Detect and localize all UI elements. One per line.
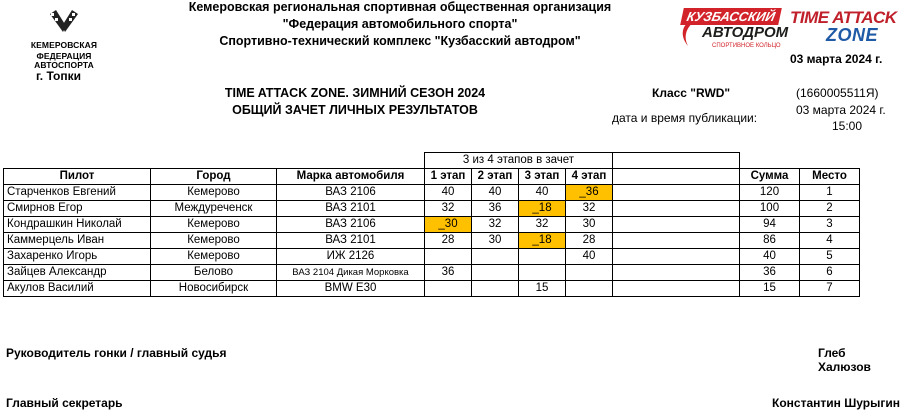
cell-sum: 100 [740,201,800,217]
cell-place: 2 [800,201,860,217]
cell-pilot: Старченков Евгений [4,185,151,201]
judge-label: Руководитель гонки / главный судья [6,346,227,360]
cell-city: Новосибирск [151,281,277,297]
federation-logo [8,8,120,70]
cell-pilot: Кондрашкин Николай [4,217,151,233]
cell-city: Белово [151,265,277,281]
cell-stage-2: 36 [472,201,519,217]
table-group-header-row [4,153,860,169]
judge-name: Глеб Халюзов [818,346,871,374]
cell-place: 6 [800,265,860,281]
ta-logo-word-1: TIME ATTACK [790,8,897,27]
cell-city: Кемерово [151,249,277,265]
cell-car: BMW E30 [277,281,425,297]
cell-blank [613,201,740,217]
cell-sum: 86 [740,233,800,249]
cell-stage-3: 40 [519,185,566,201]
table-row [4,281,860,297]
cell-stage-3: 15 [519,281,566,297]
cell-stage-1 [425,249,472,265]
cell-stage-2: 32 [472,217,519,233]
cell-stage-1: 28 [425,233,472,249]
cell-stage-1: 32 [425,201,472,217]
secretary-label: Главный секретарь [6,396,123,410]
cell-stage-2 [472,249,519,265]
cell-stage-1: 36 [425,265,472,281]
table-column-header-row [4,169,860,185]
kuzbass-autodrome-logo [676,6,789,54]
publication-label: дата и время публикации: [612,111,758,125]
kuzbass-logo-word-2: АВТОДРОМ [702,24,789,41]
cell-stage-1 [425,281,472,297]
col-header-stage-3: 3 этап [519,169,566,185]
table-row [4,185,860,201]
cell-city: Кемерово [151,217,277,233]
cell-sum: 40 [740,249,800,265]
cell-blank [613,233,740,249]
group-header-cell: 3 из 4 этапов в зачет [425,153,613,169]
cell-stage-4 [566,265,613,281]
cell-stage-3 [519,249,566,265]
table-row [4,249,860,265]
cell-stage-2 [472,281,519,297]
col-header-place: Место [800,169,860,185]
cell-stage-4 [566,281,613,297]
kuzbass-logo-word-3: СПОРТИВНОЕ КОЛЬЦО [712,43,781,49]
class-label: Класс "RWD" [652,86,731,100]
cell-stage-4: 32 [566,201,613,217]
publication-date: 03 марта 2024 г. [796,103,886,117]
cell-place: 3 [800,217,860,233]
empty-header-cell [613,153,740,169]
cell-place: 4 [800,233,860,249]
org-line-1: Кемеровская региональная спортивная общественная организация [188,0,612,14]
publication-time: 15:00 [832,119,863,133]
table-row [4,201,860,217]
col-header-car: Марка автомобиля [277,169,425,185]
cell-stage-3: _18 [519,233,566,249]
cell-city: Кемерово [151,233,277,249]
cell-place: 1 [800,185,860,201]
col-header-stage-4: 4 этап [566,169,613,185]
cell-stage-1: 40 [425,185,472,201]
col-header-city: Город [151,169,277,185]
cell-city: Междуреченск [151,201,277,217]
secretary-name: Константин Шурыгин [772,396,900,410]
cell-blank [613,265,740,281]
cell-city: Кемерово [151,185,277,201]
cell-stage-4: _36 [566,185,613,201]
col-header-sum: Сумма [740,169,800,185]
cell-stage-1: _30 [425,217,472,233]
event-subtitle: ОБЩИЙ ЗАЧЕТ ЛИЧНЫХ РЕЗУЛЬТАТОВ [232,103,478,117]
col-header-pilot: Пилот [4,169,151,185]
cell-sum: 15 [740,281,800,297]
cell-stage-2: 40 [472,185,519,201]
cell-stage-3: _18 [519,201,566,217]
table-row [4,265,860,281]
cell-stage-4: 28 [566,233,613,249]
col-header-stage-2: 2 этап [472,169,519,185]
cell-stage-3: 32 [519,217,566,233]
checkered-flags-icon [42,8,86,34]
document-date: 03 марта 2024 г. [790,52,883,66]
cell-blank [613,281,740,297]
cell-pilot: Акулов Василий [4,281,151,297]
cell-car: ВАЗ 2104 Дикая Морковка [277,265,425,281]
cell-car: ИЖ 2126 [277,249,425,265]
cell-car: ВАЗ 2106 [277,217,425,233]
cell-place: 7 [800,281,860,297]
cell-pilot: Каммерцель Иван [4,233,151,249]
cell-pilot: Смирнов Егор [4,201,151,217]
cell-car: ВАЗ 2101 [277,233,425,249]
org-line-3: Спортивно-технический комплекс "Кузбасский автодром" [219,34,581,48]
org-line-2: "Федерация автомобильного спорта" [282,17,518,31]
cell-stage-4: 40 [566,249,613,265]
cell-stage-2 [472,265,519,281]
cell-blank [613,249,740,265]
cell-pilot: Зайцев Александр [4,265,151,281]
cell-sum: 36 [740,265,800,281]
cell-blank [613,217,740,233]
cell-stage-4: 30 [566,217,613,233]
table-row [4,233,860,249]
kuzbass-logo-word-1: КУЗБАССКИЙ [680,8,782,25]
ta-logo-word-2: ZONE [826,25,879,45]
results-table [3,152,860,297]
cell-car: ВАЗ 2106 [277,185,425,201]
federation-logo-caption-2: ФЕДЕРАЦИЯ АВТОСПОРТА [34,51,94,70]
event-title: TIME ATTACK ZONE. ЗИМНИЙ СЕЗОН 2024 [224,86,486,100]
time-attack-zone-logo [788,8,897,48]
cell-place: 5 [800,249,860,265]
class-code: (1660005511Я) [796,86,879,100]
cell-car: ВАЗ 2101 [277,201,425,217]
cell-pilot: Захаренко Игорь [4,249,151,265]
cell-stage-3 [519,265,566,281]
federation-logo-caption-1: КЕМЕРОВСКАЯ [30,40,98,50]
col-header-blank [613,169,740,185]
cell-sum: 120 [740,185,800,201]
city-label: г. Топки [36,69,81,83]
cell-sum: 94 [740,217,800,233]
cell-blank [613,185,740,201]
cell-stage-2: 30 [472,233,519,249]
col-header-stage-1: 1 этап [425,169,472,185]
table-row [4,217,860,233]
